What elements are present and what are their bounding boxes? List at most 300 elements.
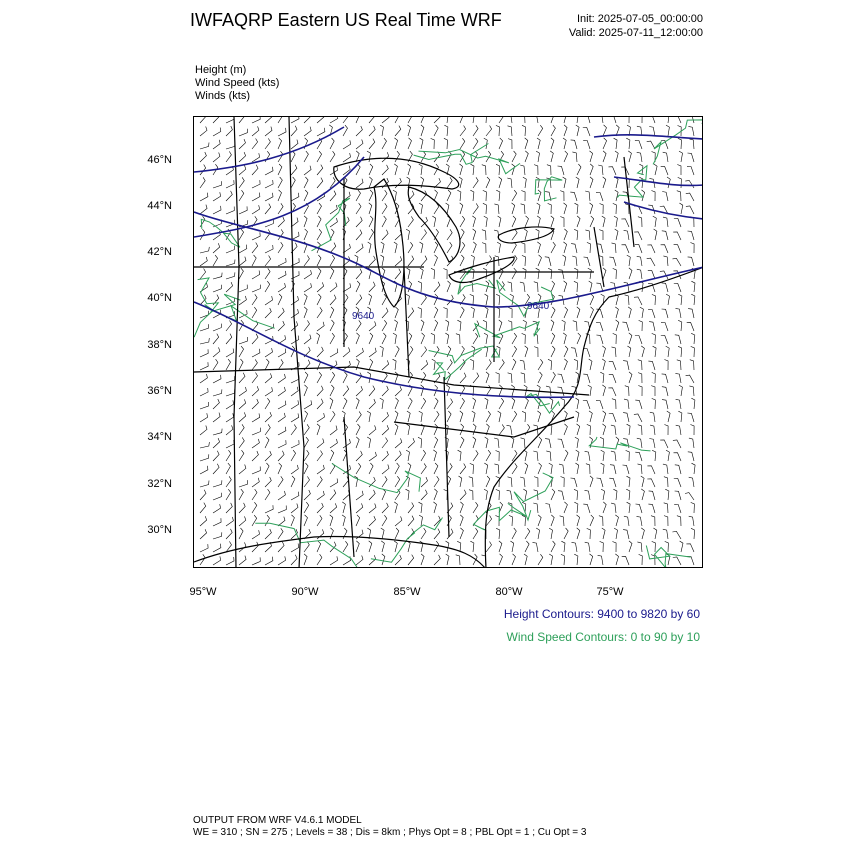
wind-barb [382,476,387,487]
wind-barb [576,398,579,409]
wind-barb [601,463,605,474]
wind-barb [510,541,513,552]
wind-barb [278,349,286,357]
wind-barb [550,151,553,162]
wind-barb [395,307,398,318]
wind-barb [585,230,590,240]
wind-barb [278,440,286,448]
wind-barb [369,216,373,227]
wind-speed-contour-line [255,523,374,568]
wind-barb [434,190,438,201]
wind-barb [494,464,499,474]
wind-barb [239,489,243,500]
wind-barb [637,152,642,162]
wind-barb [473,138,478,149]
wind-barb [661,245,668,253]
wind-barb [499,554,503,565]
wind-barb [523,268,527,279]
wind-barb [239,285,247,292]
wind-barb [613,333,617,344]
wind-barb [588,268,592,279]
wind-barb [623,530,629,539]
wind-barb [520,165,525,175]
wind-barb [317,255,321,266]
wind-barb [460,229,464,240]
wind-barb [649,491,655,500]
wind-barb [572,256,577,266]
wind-barb [278,271,286,279]
wind-barb [512,151,516,162]
lat-label-30: 30°N [147,524,172,536]
wind-barb [278,164,282,175]
wind-barb [213,375,221,383]
wind-barb [499,424,504,435]
wind-barb [520,360,525,370]
wind-barb [483,203,487,214]
wind-barb [369,452,376,461]
wind-barb [537,138,540,149]
wind-barb [304,283,312,292]
wind-barb [421,333,425,344]
wind-barb [627,255,631,266]
wind-barb [486,542,492,553]
wind-barb [291,400,299,409]
wind-barb [538,372,542,383]
wind-barb [380,398,384,409]
wind-barb [343,398,347,409]
wind-barb [252,126,259,136]
wind-barb [609,478,616,487]
wind-barb [304,554,307,565]
wind-barb [445,333,448,344]
wind-barb [304,424,309,435]
wind-barb [628,151,631,162]
wind-barb [406,450,409,461]
wind-barb [252,542,258,552]
wind-barb [512,346,517,357]
wind-barb [382,165,388,175]
wind-barb [432,359,435,370]
wind-barb [446,554,449,565]
wind-barb [330,243,336,253]
wind-barb [674,453,682,461]
wind-barb [499,320,502,331]
wind-barb [447,242,452,253]
wind-barb [304,216,307,227]
wind-barb [486,385,491,396]
wind-barb [343,386,349,396]
wind-barb [564,359,567,370]
wind-barb [583,504,590,513]
wind-barb [369,359,373,370]
wind-barb [382,412,389,422]
wind-barb [473,450,478,461]
wind-barb [652,333,656,344]
wind-barb [369,203,372,214]
wind-barb [486,359,491,370]
wind-barb [572,542,578,552]
wind-barb [200,165,206,176]
wind-barb [550,398,553,409]
wind-barb [574,502,578,513]
wind-barb [434,152,440,162]
wind-barb [597,478,604,487]
wind-barb [688,309,694,318]
wind-barb [330,426,337,435]
wind-barb [648,309,655,318]
wind-barb [291,413,299,422]
wind-barb [583,140,590,149]
wind-barb [484,216,488,227]
wind-barb [639,177,643,188]
wind-barb [444,125,448,136]
wind-barb [433,450,436,461]
wind-barb [537,411,540,422]
wind-barb [687,323,694,331]
wind-barb [382,503,388,513]
wind-barb [602,216,605,227]
wind-barb [551,489,555,500]
wind-barb [460,138,465,149]
wind-barb [599,230,603,240]
wind-barb [421,294,426,305]
wind-barb [538,554,543,565]
wind-speed-contour-line [646,546,690,569]
wind-barb [200,362,208,370]
wind-barb [673,117,681,123]
wind-barb [545,439,551,448]
wind-barb [226,191,232,201]
wind-barb [686,193,694,201]
wind-barb [525,346,528,357]
wind-barb [664,477,668,487]
wind-barb [562,320,566,331]
wind-barb [317,439,324,449]
wind-barb [689,477,694,487]
wind-barb [666,125,669,136]
wind-barb [265,437,269,448]
wind-barb [213,480,222,487]
wind-barb [330,450,334,461]
wind-barb [639,554,643,565]
wind-barb [239,437,244,448]
wind-barb [447,411,451,422]
wind-barb [317,529,324,539]
wind-barb [603,138,607,149]
wind-barb [551,281,555,292]
wind-barb [226,151,231,162]
wind-barb [200,490,206,500]
lon-label-95: 95°W [189,586,217,598]
wind-barb [603,502,606,513]
wind-barb [627,476,631,487]
wind-barb [200,426,207,436]
wind-barb [570,192,577,201]
wind-barb [239,337,248,344]
wind-barb [408,516,414,526]
wind-barb [507,117,512,123]
wind-barb [460,216,465,227]
wind-barb [304,476,310,487]
wind-barb [200,413,208,422]
wind-barb [395,516,402,526]
wind-barb [278,138,282,149]
wind-barb [537,203,540,214]
wind-barb [330,255,335,266]
wind-barb [494,438,499,448]
wind-barb [317,413,325,422]
wind-barb [675,491,681,500]
wind-barb [434,117,440,123]
wind-barb [499,541,502,552]
wind-barb [226,400,234,409]
wind-barb [421,450,426,461]
wind-barb [381,528,384,539]
height-contour-info: Height Contours: 9400 to 9820 by 60 [503,607,700,621]
wind-barb [625,386,629,396]
wind-barb [226,557,234,565]
wind-barb [627,346,630,357]
wind-barb [395,230,402,240]
wind-barb [408,346,413,357]
wind-barb [343,153,351,162]
wind-barb [419,164,422,175]
wind-barb [434,516,440,526]
wind-barb [460,411,463,422]
wind-barb [421,554,424,565]
wind-barb [265,138,270,149]
wind-barb [265,557,273,565]
wind-barb [563,242,566,253]
wind-barb [317,216,321,227]
wind-barb [213,518,221,526]
wind-barb [200,311,208,318]
wind-barb [406,229,409,240]
wind-barb [460,515,463,526]
wind-barb [434,307,438,318]
wind-barb [304,437,309,448]
wind-barb [629,333,632,344]
footer-model: OUTPUT FROM WRF V4.6.1 MODEL [193,815,362,826]
wind-barb [421,230,427,241]
wind-barb [533,451,538,461]
wind-barb [589,281,592,292]
wind-barb [499,333,503,344]
wind-barb [653,346,657,357]
wind-barb [278,117,283,123]
wind-barb [690,243,694,254]
wind-barb [523,489,526,500]
wind-barb [512,242,516,253]
wind-barb [278,401,286,409]
wind-barb [278,506,286,514]
wind-barb [629,372,632,383]
wind-barb [590,177,593,188]
wind-barb [525,216,529,227]
wind-barb [536,151,539,162]
wind-speed-contour-line [475,322,540,338]
wind-barb [395,386,402,396]
wind-barb [678,320,682,331]
wind-barb [226,142,235,149]
wind-barb [560,191,564,201]
wind-barb [395,346,399,357]
wind-barb [572,152,577,162]
wind-barb [623,439,629,448]
wind-barb [252,294,257,305]
wind-barb [369,516,376,526]
wind-barb [213,285,221,292]
wind-barb [662,387,668,396]
wind-barb [677,516,681,526]
wind-barb [538,515,541,526]
wind-barb [382,489,386,500]
wind-barb [369,282,375,292]
wind-barb [558,491,564,500]
wind-barb [200,338,209,344]
wind-barb [330,372,335,383]
wind-barb [675,465,681,474]
wind-barb [330,490,336,500]
wind-barb [420,268,423,279]
wind-barb [434,125,438,136]
wind-barb [317,424,320,435]
wind-barb [484,333,488,344]
wind-barb [200,503,206,513]
wind-barb [418,281,422,292]
wind-barb [447,281,450,292]
wind-barb [395,178,401,188]
wind-barb [512,554,516,565]
wind-barb [265,204,271,214]
wind-barb [213,117,219,123]
wind-barb [590,515,594,526]
wind-barb [512,359,516,370]
wind-barb [356,491,363,500]
wind-barb [291,193,299,201]
lat-label-44: 44°N [147,200,172,212]
wind-barb [692,463,696,474]
wind-barb [343,528,347,539]
wind-barb [356,126,362,136]
wind-barb [356,503,363,513]
wind-barb [653,528,656,539]
wind-barb [239,528,243,539]
wind-barb [369,117,375,123]
wind-barb [408,438,415,448]
wind-barb [252,193,260,201]
wind-barb [382,216,386,227]
wind-barb [317,268,321,279]
wind-barb [601,489,605,500]
wind-barb [369,504,376,514]
wind-barb [265,463,269,474]
wind-barb [239,152,246,162]
wind-barb [536,528,539,539]
wind-barb [265,348,273,357]
init-time: Init: 2025-07-05_00:00:00 [577,13,703,25]
wind-barb [356,437,359,448]
wind-barb [576,177,579,188]
wind-barb [662,309,668,318]
wind-barb [265,245,273,253]
wind-barb [624,282,629,292]
wind-barb [571,478,578,487]
wind-barb [408,138,412,149]
wind-barb [367,151,371,162]
wind-barb [690,360,694,370]
wind-barb [382,294,387,305]
wind-barb [675,373,681,383]
wind-barb [691,398,695,409]
wind-barb [434,437,438,448]
wind-barb [460,464,466,475]
wind-barb [615,229,618,240]
lat-label-34: 34°N [147,431,172,443]
wind-barb [641,346,644,357]
wind-barb [609,167,617,175]
wind-barb [508,373,512,383]
wind-barb [304,450,309,461]
wind-speed-contours [194,120,703,568]
wind-barb [369,348,376,357]
wind-barb [600,372,604,383]
wind-barb [395,398,398,409]
wind-barb [538,463,542,474]
wind-barb [434,411,439,422]
wind-barb [511,437,514,448]
wind-barb [356,515,360,526]
wind-barb [291,336,299,344]
wind-barb [538,437,542,448]
wind-barb [317,128,325,136]
wind-barb [382,190,387,201]
wind-barb [688,153,695,162]
wind-barb [252,180,260,188]
wind-barb [265,398,270,409]
wind-barb [226,476,231,487]
wind-barb [590,554,593,565]
wind-barb [317,203,322,214]
wind-barb [647,245,655,253]
wind-barb [252,359,257,370]
wind-barb [608,388,616,396]
wind-barb [575,463,578,474]
wind-barb [317,476,322,487]
wind-barb [226,117,234,123]
wind-barb [524,229,527,240]
wind-barb [576,125,579,136]
height-contour-line [194,302,574,397]
wind-barb [482,165,486,175]
wind-barb [252,165,258,175]
wind-barb [200,177,205,188]
wind-barb [291,450,296,461]
wind-barb [265,296,273,305]
wind-barb [368,242,371,253]
wind-barb [678,294,682,305]
wind-barb [213,438,220,448]
wind-barb [621,219,629,227]
wind-barb [660,440,668,448]
wind-barb [577,333,581,344]
wind-barb [278,542,284,552]
wind-barb [382,515,387,526]
wind-barb [545,504,551,514]
wind-barb [469,477,473,487]
wind-barb [239,450,244,461]
wind-barb [609,375,616,383]
